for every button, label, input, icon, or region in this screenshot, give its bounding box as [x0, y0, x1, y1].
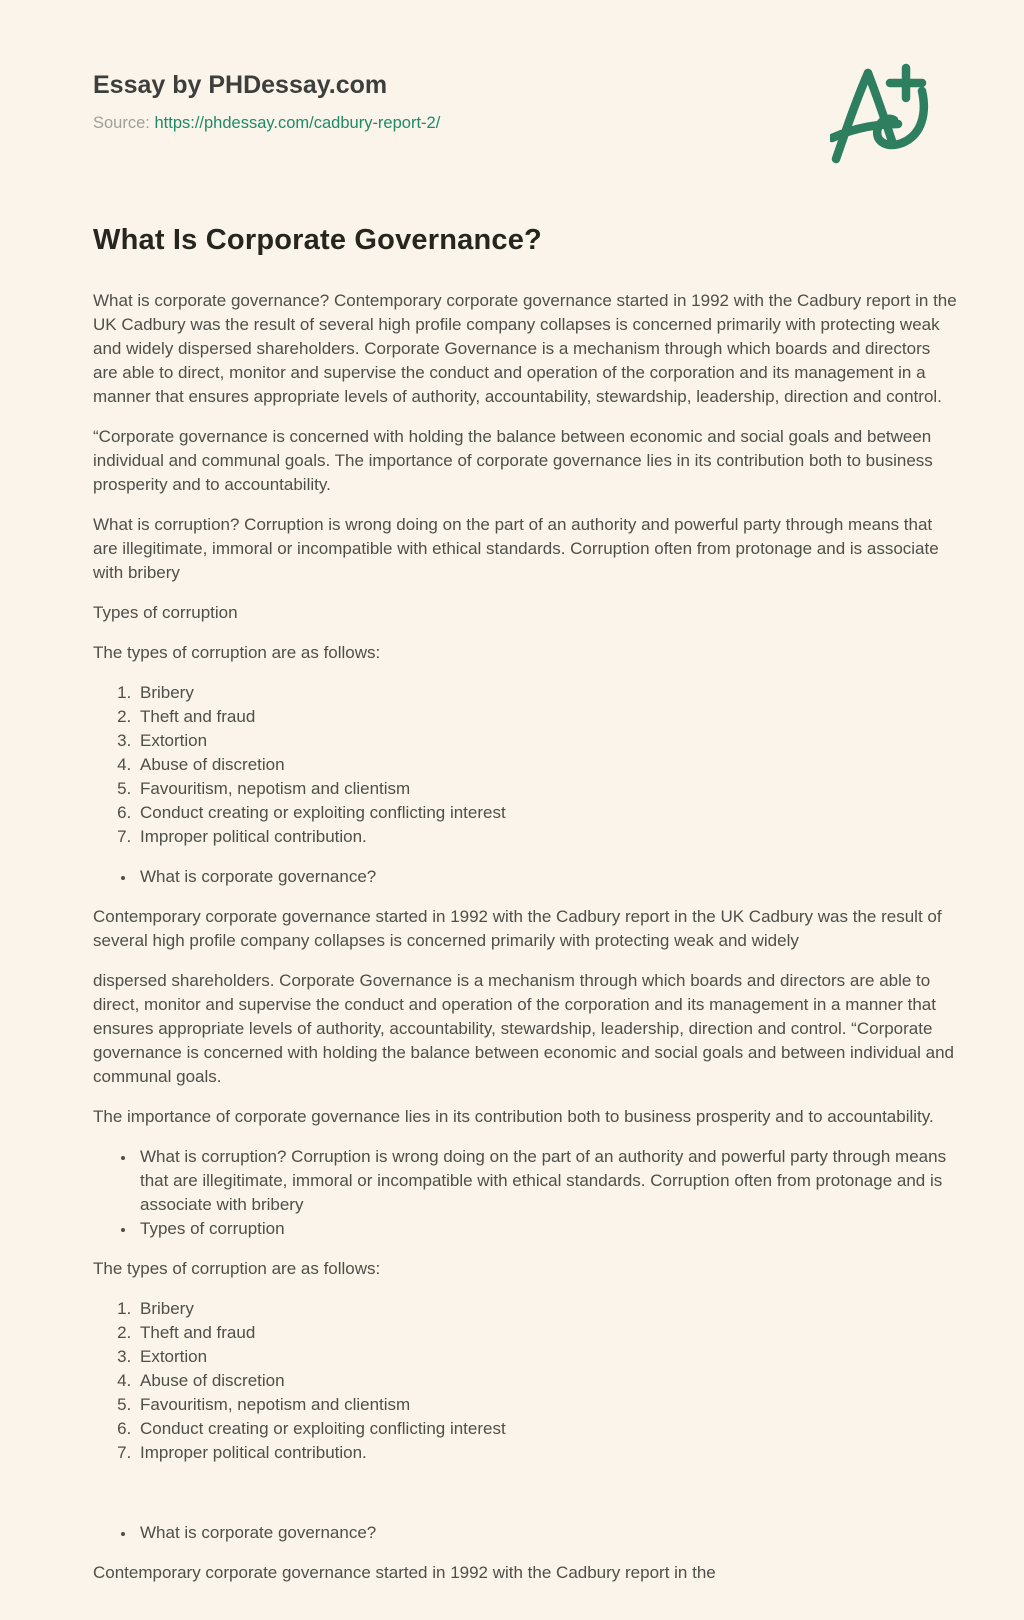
list-item: 1. Bribery [136, 1297, 959, 1321]
list-item: 3. Extortion [136, 1345, 959, 1369]
list-item: • What is corporate governance? [136, 865, 959, 889]
question-bullet-list [93, 865, 959, 889]
paragraph-types-lead-2: The types of corruption are as follows: [93, 1258, 381, 1278]
corruption-bullet-list [93, 1145, 959, 1241]
source-link[interactable]: https://phdessay.com/cadbury-report-2/ [154, 114, 441, 132]
paragraph-intro: What is corporate governance? Contemporary corporate governance started in 1992 with the Cadbury report in the UK Cadbury was the result of several high profile company collapses is concerned primarily with protecting weak and widely dispersed shareholders. Corporate Governance is a mechanism through which boards and directors are able to direct, monitor and supervise the conduct and operation of the corporation and its management in a manner that ensures appropriate levels of authority, accountability, stewardship, leadership, direction and control. [93, 290, 957, 406]
paragraph-quote: “Corporate governance is concerned with holding the balance between economic and social goals and between individual and communal goals. The importance of corporate governance lies in its contribution both to business prosperity and to accountability. [93, 426, 933, 494]
list-item: • What is corporate governance? [136, 1521, 959, 1545]
paragraph-types-heading: Types of corruption [93, 602, 238, 622]
phdessay-a-plus-logo-icon [830, 60, 930, 168]
paragraph-contemporary-2: Contemporary corporate governance started in 1992 with the Cadbury report in the [93, 1562, 716, 1582]
list-item: 4. Abuse of discretion [136, 1369, 959, 1393]
spacer [93, 1481, 959, 1505]
list-item: 2. Theft and fraud [136, 705, 959, 729]
list-item: • What is corruption? Corruption is wrong doing on the part of an authority and powerful party through means that are illegitimate, immoral or incompatible with ethical standards. Corruption often from protonage and is associate with bribery [136, 1145, 959, 1217]
list-item: 6. Conduct creating or exploiting conflicting interest [136, 801, 959, 825]
question-bullet-list-2 [93, 1521, 959, 1545]
source-label: Source: [93, 114, 150, 132]
paragraph-contemporary: Contemporary corporate governance started in 1992 with the Cadbury report in the UK Cadbury was the result of several high profile company collapses is concerned primarily with protecting weak and widely [93, 906, 942, 950]
list-item: 7. Improper political contribution. [136, 1441, 959, 1465]
paragraph-importance: The importance of corporate governance lies in its contribution both to business prosperity and to accountability. [93, 1106, 934, 1126]
list-item: 3. Extortion [136, 729, 959, 753]
list-item: 1. Bribery [136, 681, 959, 705]
article-title: What Is Corporate Governance? [93, 224, 542, 257]
list-item: 5. Favouritism, nepotism and clientism [136, 1393, 959, 1417]
corruption-types-list [93, 681, 959, 849]
list-item: 4. Abuse of discretion [136, 753, 959, 777]
list-item: 7. Improper political contribution. [136, 825, 959, 849]
paragraph-types-lead: The types of corruption are as follows: [93, 642, 381, 662]
list-item: 6. Conduct creating or exploiting conflicting interest [136, 1417, 959, 1441]
corruption-types-list-2 [93, 1297, 959, 1465]
essay-byline: Essay by PHDessay.com [93, 71, 388, 99]
list-item: • Types of corruption [136, 1217, 959, 1241]
paragraph-dispersed: dispersed shareholders. Corporate Governance is a mechanism through which boards and directors are able to direct, monitor and supervise the conduct and operation of the corporation and its management in a manner that ensures appropriate levels of authority, accountability, stewardship, leadership, direction and control. “Corporate governance is concerned with holding the balance between economic and social goals and between individual and communal goals. [93, 970, 954, 1086]
list-item: 5. Favouritism, nepotism and clientism [136, 777, 959, 801]
paragraph-corruption: What is corruption? Corruption is wrong doing on the part of an authority and powerful party through means that are illegitimate, immoral or incompatible with ethical standards. Corruption often from protonage and is associate with bribery [93, 514, 939, 582]
list-item: 2. Theft and fraud [136, 1321, 959, 1345]
